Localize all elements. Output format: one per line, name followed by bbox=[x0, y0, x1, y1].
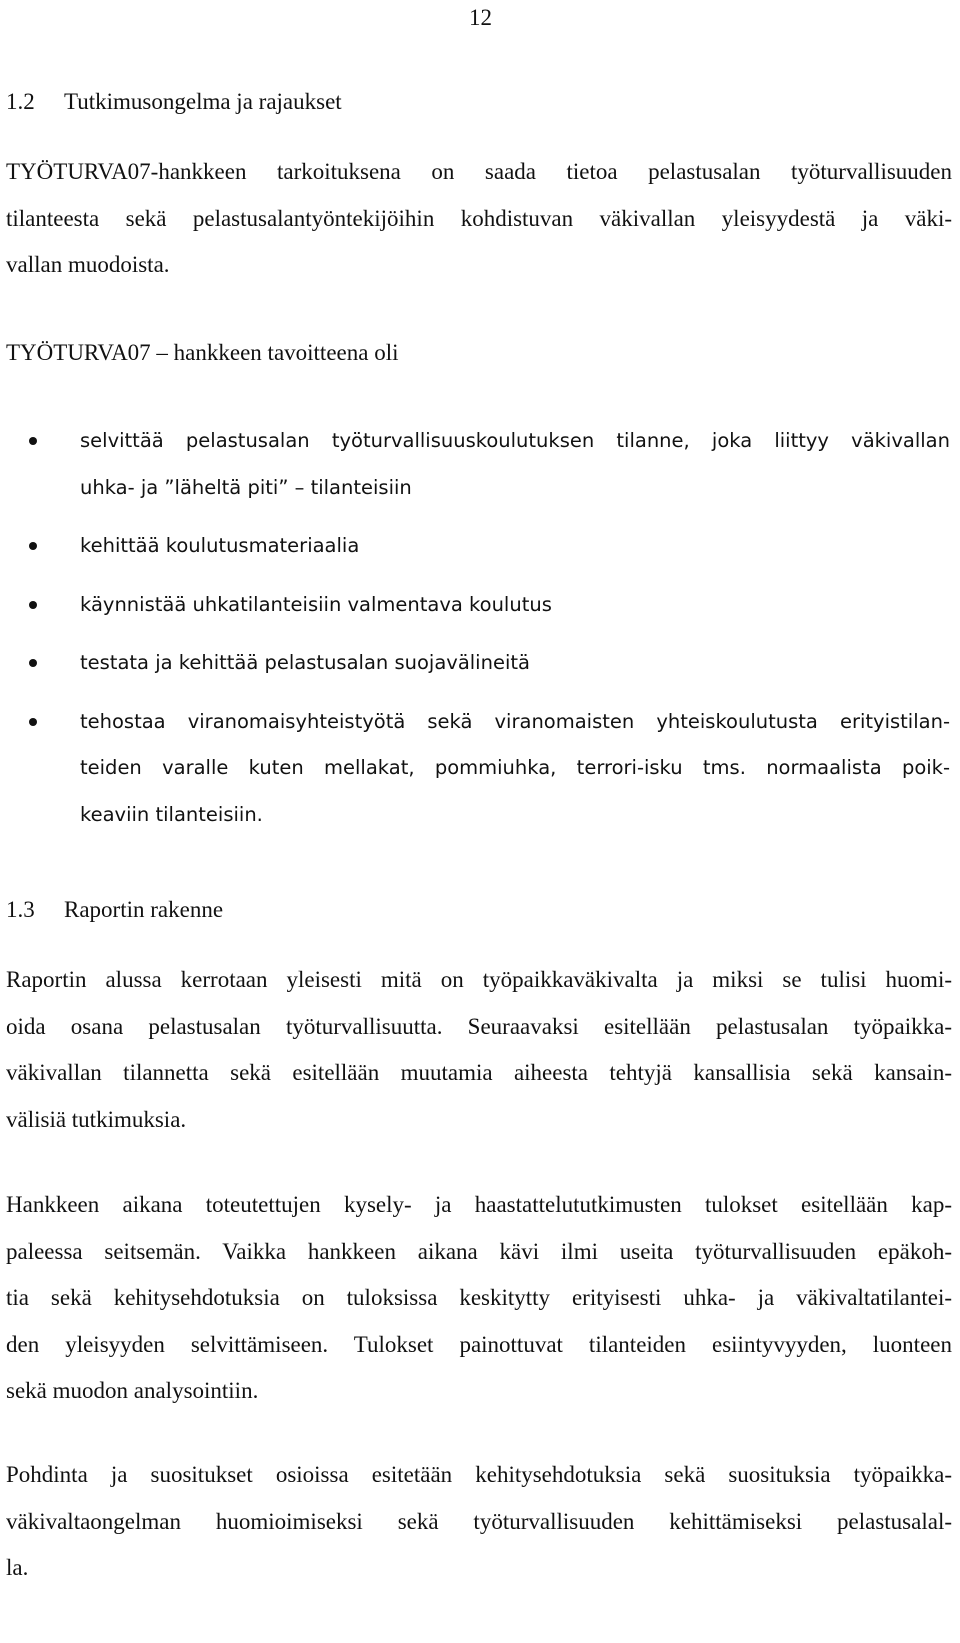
paragraph-line: vallan muodoista. bbox=[6, 252, 170, 277]
section-number: 1.3 bbox=[6, 897, 35, 922]
goals-list bbox=[0, 418, 960, 838]
goals-intro: TYÖTURVA07 – hankkeen tavoitteena oli bbox=[6, 340, 399, 365]
paragraph-line: tia sekä kehitysehdotuksia on tuloksissa keskitytty erityisesti uhka- ja väkivaltatilantei- bbox=[6, 1285, 952, 1310]
bullet-icon bbox=[29, 601, 37, 609]
paragraph-line: den yleisyyden selvittämiseen. Tulokset painottuvat tilanteiden esiintyvyyden, luonteen bbox=[6, 1331, 952, 1357]
paragraph-line: Raportin alussa kerrotaan yleisesti mitä on työpaikkaväkivalta ja miksi se tulisi huomi- bbox=[6, 967, 952, 992]
paragraph-line: TYÖTURVA07-hankkeen tarkoituksena on saada tietoa pelastusalan työturvallisuuden bbox=[6, 159, 952, 184]
page-number: 12 bbox=[469, 5, 492, 30]
paragraph-line: paleessa seitsemän. Vaikka hankkeen aikana kävi ilmi useita työturvallisuuden epäkoh- bbox=[6, 1238, 952, 1264]
paragraph-line: la. bbox=[6, 1555, 29, 1580]
paragraph-report-intro bbox=[6, 957, 952, 1143]
paragraph-line: väkivallan tilannetta sekä esitellään muutamia aiheesta tehtyjä kansallisia sekä kansain- bbox=[6, 1060, 952, 1085]
section-heading-1-2 bbox=[6, 88, 342, 116]
paragraph-line: sekä muodon analysointiin. bbox=[6, 1378, 259, 1403]
list-item-line: uhka- ja ”läheltä piti” – tilanteisiin bbox=[80, 475, 412, 499]
list-item bbox=[0, 523, 950, 570]
list-item-line: selvittää pelastusalan työturvallisuuskoulutuksen tilanne, joka liittyy väkivallan bbox=[80, 429, 950, 452]
list-item bbox=[0, 699, 950, 839]
list-item-line: tehostaa viranomaisyhteistyötä sekä viranomaisten yhteiskoulutusta erityistilan- bbox=[80, 709, 950, 733]
paragraph-line: oida osana pelastusalan työturvallisuutta. Seuraavaksi esitellään pelastusalan työpaikka- bbox=[6, 1013, 952, 1039]
list-item bbox=[0, 640, 950, 687]
list-item-line: keaviin tilanteisiin. bbox=[80, 802, 263, 826]
paragraph-results bbox=[6, 1182, 952, 1415]
paragraph-line: Hankkeen aikana toteutettujen kysely- ja haastattelututkimusten tulokset esitellään kap- bbox=[6, 1192, 952, 1217]
list-item bbox=[0, 418, 950, 511]
paragraph-line: Pohdinta ja suositukset osioissa esitetään kehitysehdotuksia sekä suosituksia työpaikka- bbox=[6, 1462, 952, 1487]
bullet-icon bbox=[29, 659, 37, 667]
paragraph-line: tilanteesta sekä pelastusalantyöntekijöihin kohdistuvan väkivallan yleisyydestä ja väki- bbox=[6, 205, 952, 231]
section-heading-1-3 bbox=[6, 896, 223, 924]
section-title: Tutkimusongelma ja rajaukset bbox=[64, 89, 342, 114]
list-item-line: kehittää koulutusmateriaalia bbox=[80, 534, 360, 557]
bullet-icon bbox=[29, 718, 37, 726]
bullet-icon bbox=[29, 437, 37, 445]
list-item-line: käynnistää uhkatilanteisiin valmentava koulutus bbox=[80, 592, 552, 616]
section-title: Raportin rakenne bbox=[64, 897, 224, 922]
bullet-icon bbox=[29, 542, 37, 550]
list-item-line: teiden varalle kuten mellakat, pommiuhka, terrori-isku tms. normaalista poik- bbox=[80, 756, 950, 779]
paragraph-project-purpose bbox=[6, 149, 952, 289]
list-item bbox=[0, 582, 950, 629]
section-number: 1.2 bbox=[6, 89, 35, 114]
paragraph-line: väkivaltaongelman huomioimiseksi sekä työturvallisuuden kehittämiseksi pelastusalal- bbox=[6, 1508, 952, 1534]
list-item-line: testata ja kehittää pelastusalan suojavälineitä bbox=[80, 651, 530, 674]
paragraph-line: välisiä tutkimuksia. bbox=[6, 1106, 187, 1132]
paragraph-discussion bbox=[6, 1452, 952, 1592]
